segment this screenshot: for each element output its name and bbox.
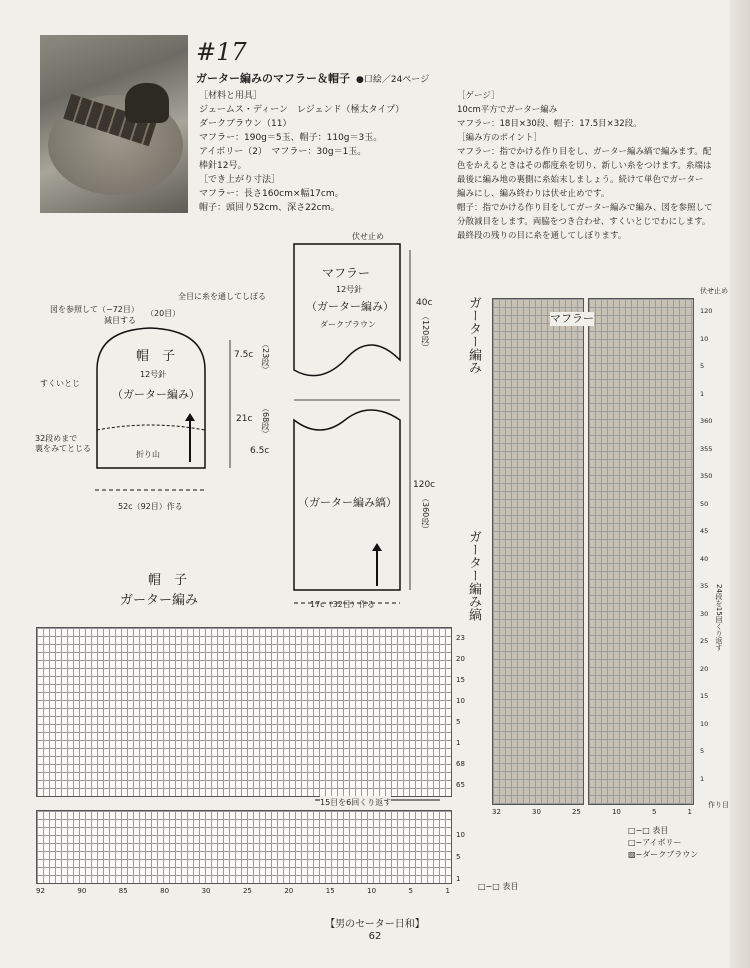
gauge-heading: ［ゲージ］ [457, 91, 500, 101]
scarf-chart-right-grid [588, 298, 694, 805]
row-label: 1 [456, 875, 461, 883]
points-line: 分散減目をします。両脇をつき合わせ、すくいとじでわにします。 [457, 217, 711, 227]
scarf-dim1: 40c [416, 298, 433, 308]
hat-seam: すくいとじ [40, 379, 80, 388]
scarf-name: マフラー [322, 266, 371, 280]
points-line: 編みにし、編み終わりは伏せ止めです。 [457, 189, 610, 199]
row-label: 50 [700, 499, 709, 508]
legend-item: □−アイボリー [628, 838, 682, 847]
row-label: 40 [700, 554, 709, 563]
legend [628, 825, 698, 861]
col-label: 10 [367, 887, 377, 895]
hat-chart-row-labels [456, 628, 465, 796]
footer-book-title: 【男のセーター日和】 [325, 919, 425, 930]
row-label: 5 [700, 747, 705, 755]
scarf-chart-row-labels [700, 298, 712, 793]
hat-chart-col-labels [36, 884, 450, 898]
hat-chart-row-labels-bottom [456, 824, 465, 890]
row-label: 10 [700, 334, 709, 343]
hat-fold-mountain: 折り山 [136, 450, 160, 459]
scarf-chart-side1: ガーター編み [466, 296, 481, 374]
title-text: ガーター編みのマフラー＆帽子 [196, 72, 350, 85]
col-label: 92 [36, 887, 45, 895]
hat-chart-top-grid [36, 627, 452, 797]
col-label: 90 [77, 887, 87, 895]
row-label: 65 [456, 781, 465, 789]
scarf-chart-col-labels [492, 805, 692, 819]
hat-fold2: 裏をみてとじる [35, 444, 91, 453]
page-edge [730, 0, 750, 968]
scarf-dim2: 120c [413, 480, 436, 490]
scarf-chart-left-grid [492, 298, 584, 805]
row-label: 1 [700, 774, 705, 783]
scarf-dim1-rows: （120段） [421, 312, 430, 352]
col-label: 5 [408, 887, 413, 895]
hat-chart-legend: □−□ 表目 [478, 882, 519, 891]
gauge-line: 10cm平方でガーター編み [457, 105, 558, 115]
hat-chart-title: 帽 子 [148, 573, 188, 588]
row-label: 10 [456, 831, 465, 839]
col-label: 1 [445, 887, 450, 895]
scarf-chart-title: マフラー [550, 312, 594, 325]
row-label: 350 [700, 472, 713, 480]
points-line: マフラー：指でかける作り目をし、ガーター編み縞で編みます。配 [457, 147, 712, 157]
size-heading: ［でき上がり寸法］ [199, 175, 281, 185]
scarf-chart-bind: 伏せ止め [700, 287, 728, 295]
hat-dim1-rows: （23段） [261, 340, 270, 375]
row-label: 5 [456, 718, 461, 726]
materials-heading: ［材料と用具］ [199, 91, 263, 101]
materials-line: アイボリー（2） マフラー：30g＝1玉。 [199, 147, 367, 157]
scarf-cast-on: 17c（32目）作る [310, 600, 375, 609]
scarf-chart-repeat: 24段を15回くり返す [715, 584, 723, 651]
hat-cast-on: 52c（92目）作る [118, 502, 183, 511]
row-label: 15 [700, 692, 709, 700]
row-label: 15 [456, 676, 465, 684]
hat-label-decrease: 図を参照して（−72目） [50, 305, 139, 314]
gauge-line: マフラー：18目×30段、帽子：17.5目×32段。 [457, 119, 642, 129]
materials-line: マフラー：190g＝5玉、帽子：110g＝3玉。 [199, 133, 383, 143]
materials-line: 棒針12号。 [199, 161, 247, 171]
col-label: 32 [492, 808, 501, 816]
row-label: 355 [700, 444, 713, 453]
row-label: 120 [700, 307, 713, 315]
hat-top-count: （20目） [146, 309, 181, 318]
col-label: 30 [531, 808, 541, 816]
page-number: 62 [368, 931, 382, 942]
row-label: 360 [700, 417, 713, 425]
hat-chart-repeat: 15目を6回くり返す [320, 796, 391, 810]
row-label: 23 [456, 634, 465, 642]
hat-dim2-rows: （68段） [261, 404, 270, 439]
col-label: 80 [160, 887, 170, 895]
scarf-stitch: （ガーター編み） [306, 300, 394, 313]
hat-needle: 12号針 [140, 370, 167, 379]
col-label: 10 [611, 808, 621, 816]
row-label: 30 [700, 609, 709, 618]
points-heading: ［編み方のポイント］ [457, 133, 543, 143]
scarf-needle: 12号針 [336, 285, 363, 294]
hat-chart-bottom-grid [36, 810, 452, 884]
col-label: 25 [571, 808, 581, 816]
scarf-dim2-rows: （360段） [421, 494, 430, 534]
hat-dim1: 7.5c [234, 350, 254, 360]
row-label: 45 [700, 527, 709, 535]
points-line: 帽子：指でかける作り目をしてガーター編みで編み、図を参照して [457, 203, 713, 213]
points-line: 色をかえるときはその都度糸を切り、新しい糸をつけます。糸端は [457, 161, 712, 171]
col-label: 1 [687, 808, 692, 816]
title-ref: ●口絵／24ページ [356, 75, 430, 85]
legend-item: □−□ 表目 [628, 826, 669, 835]
row-label: 5 [456, 853, 461, 861]
scarf-direction-arrow [376, 550, 378, 586]
row-label: 20 [700, 664, 709, 673]
hat-dim2: 21c [236, 414, 253, 424]
hat-label-decrease2: 減目する [104, 316, 136, 325]
row-label: 5 [700, 362, 705, 370]
size-line: マフラー：長さ160cm×幅17cm。 [199, 189, 344, 199]
col-label: 5 [651, 808, 657, 816]
size-line: 帽子：頭回り52cm、深さ22cm。 [199, 203, 340, 213]
hat-dim3: 6.5c [250, 446, 270, 456]
points-line: 最後に編み地の裏側に糸始末しましょう。続けて単色でガーター [457, 175, 704, 185]
hat-label-gather: 全目に糸を通してしぼる [178, 292, 266, 301]
row-label: 20 [456, 655, 465, 663]
scarf-stitch2: （ガーター編み縞） [298, 496, 397, 509]
row-label: 10 [700, 719, 709, 728]
scarf-chart-side2: ガーター編み縞 [466, 530, 481, 621]
row-label: 25 [700, 637, 709, 645]
row-label: 10 [456, 697, 465, 705]
col-label: 20 [284, 887, 294, 895]
hat-direction-arrow [189, 420, 191, 462]
col-label: 15 [325, 887, 335, 895]
materials-line: ジェームス・ディーン レジェンド（極太タイプ） [199, 105, 405, 115]
hat-name: 帽 子 [136, 349, 176, 364]
row-label: 1 [700, 389, 705, 398]
col-label: 85 [118, 887, 128, 895]
row-label: 1 [456, 739, 461, 747]
legend-item: ▨−ダークブラウン [628, 850, 699, 859]
hat-chart-subtitle: ガーター編み [120, 593, 199, 608]
scarf-bind-off: 伏せ止め [352, 232, 384, 241]
scarf-chart-start: 作り目 [708, 801, 729, 809]
col-label: 25 [242, 887, 252, 895]
hat-stitch: （ガーター編み） [112, 388, 200, 401]
materials-line: ダークブラウン（11） [199, 119, 292, 129]
pattern-number: #17 [196, 38, 247, 66]
points-line: 最終段の残りの目に糸を通してしぼります。 [457, 231, 627, 241]
scarf-color: ダークブラウン [320, 320, 376, 329]
hat-fold1: 32段めまで [35, 434, 78, 443]
col-label: 30 [201, 887, 211, 895]
row-label: 68 [456, 760, 465, 768]
row-label: 35 [700, 582, 709, 590]
